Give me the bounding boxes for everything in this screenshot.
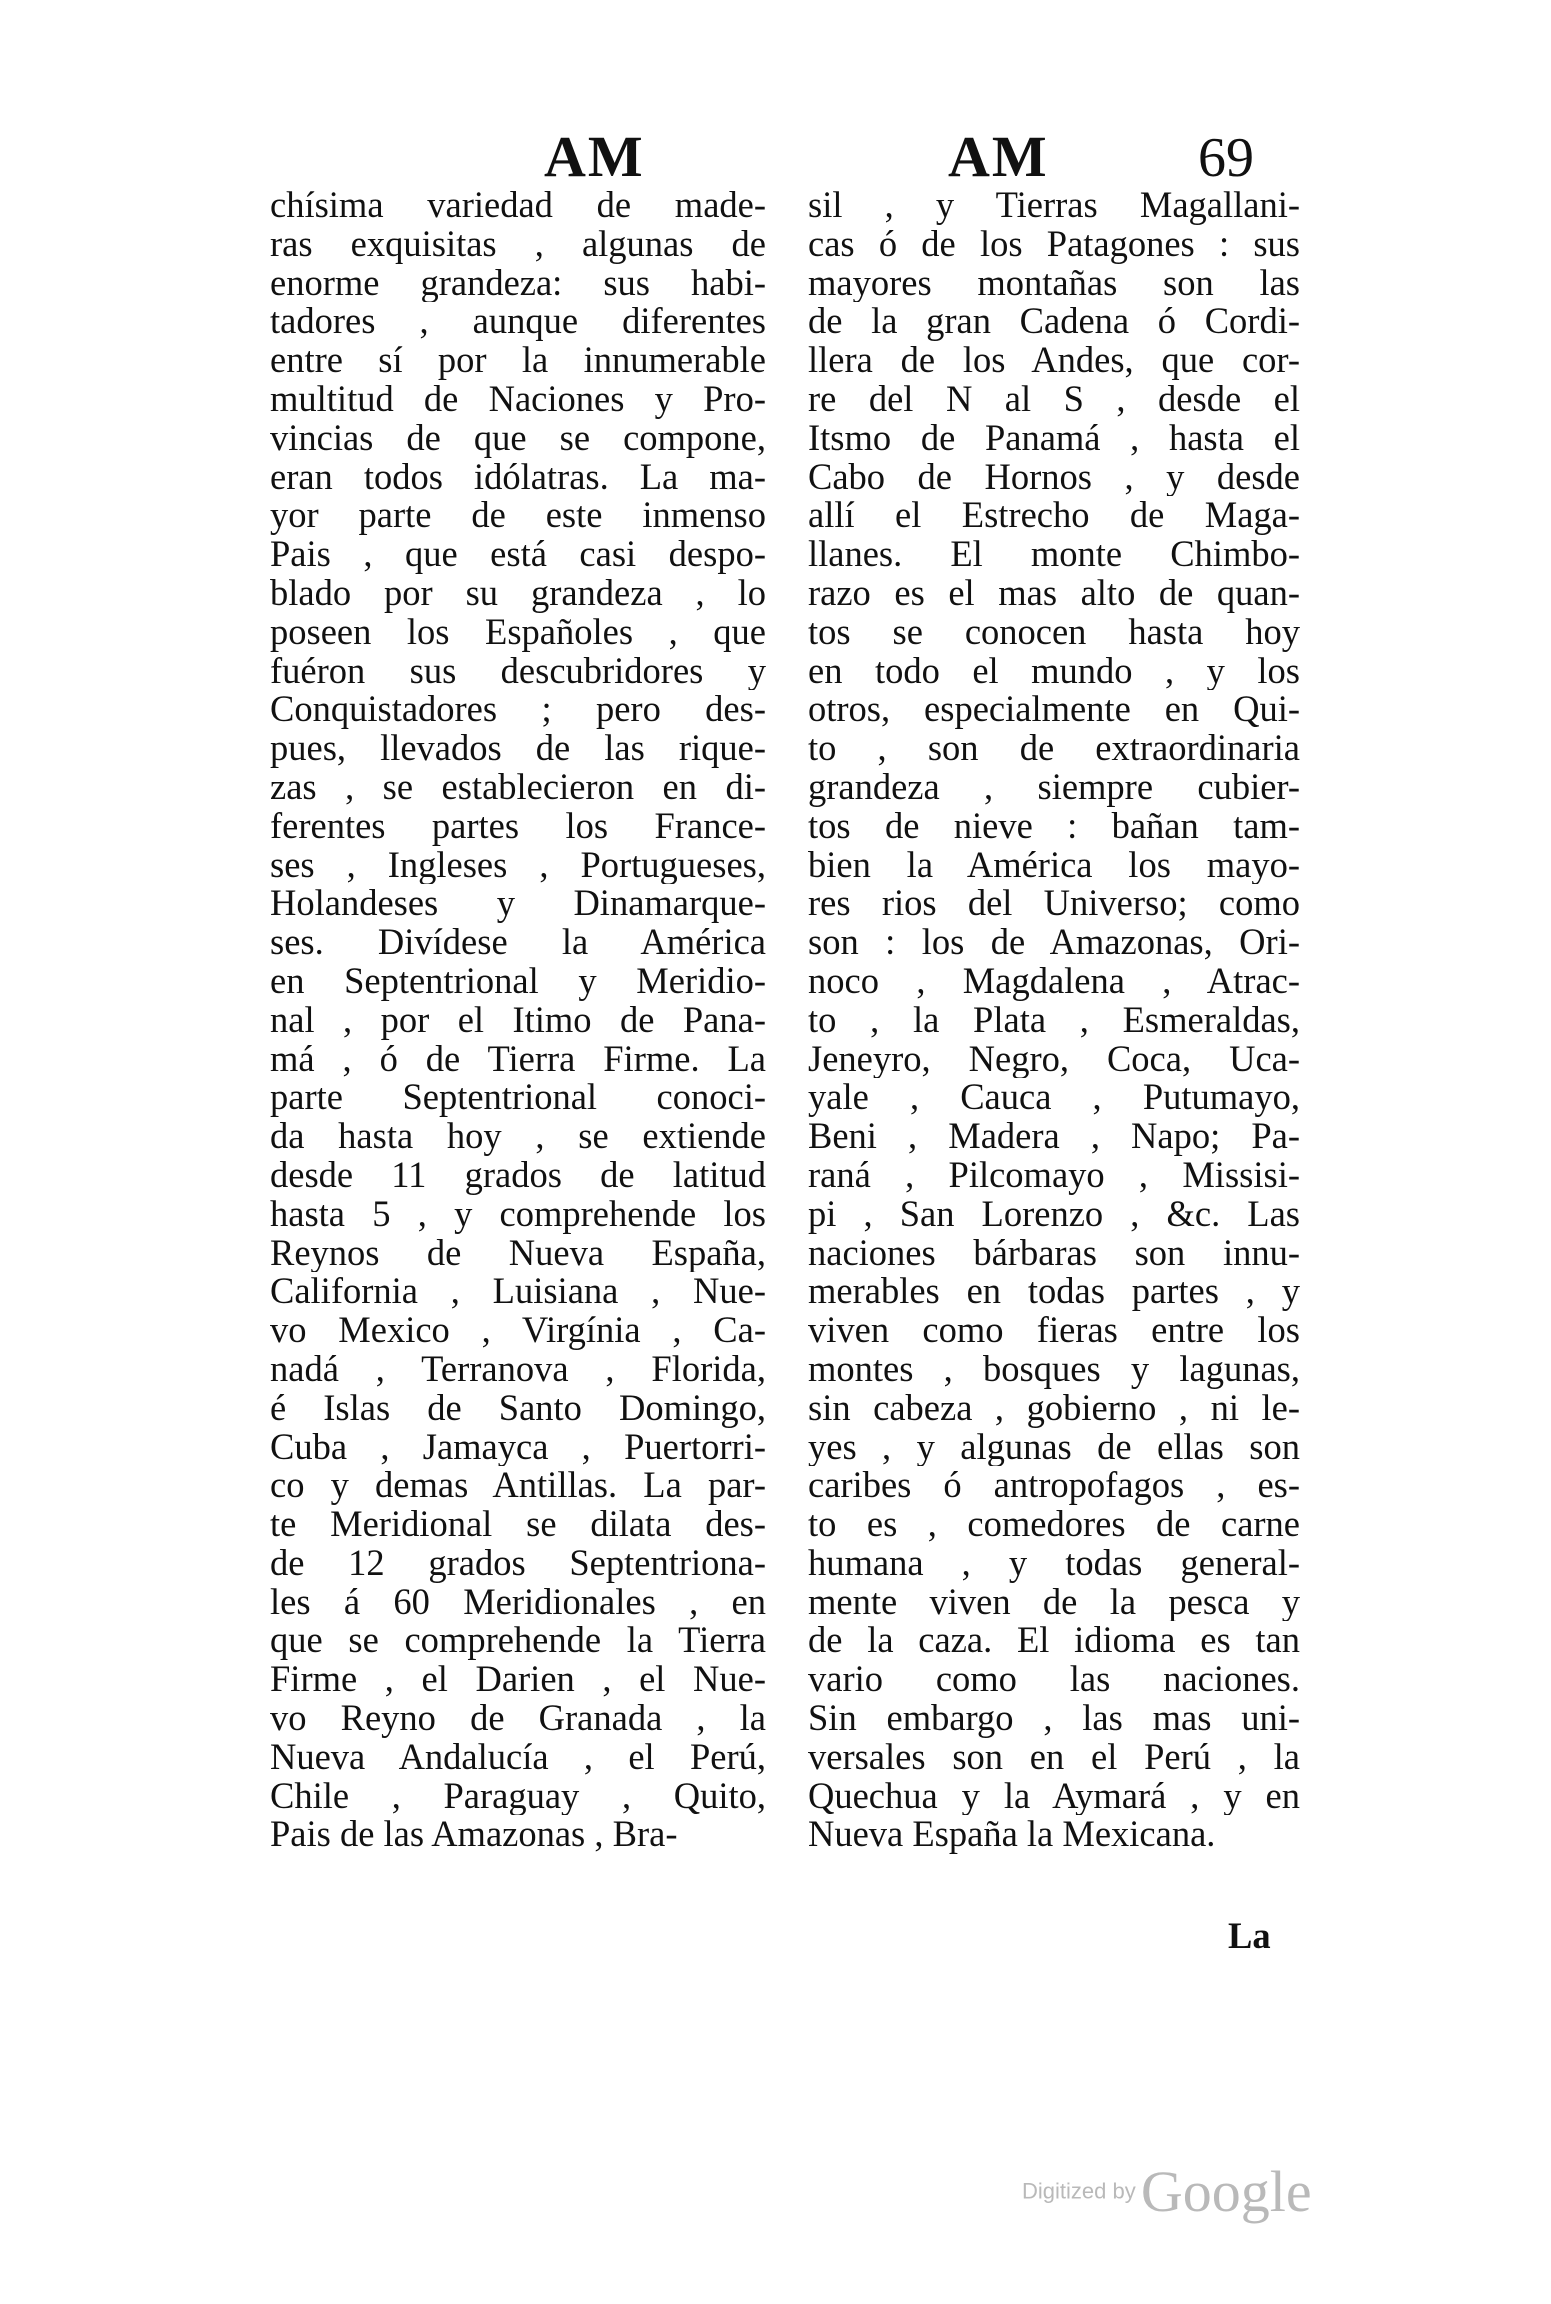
- digitization-watermark: [1022, 2158, 1312, 2225]
- text-line: California , Luisiana , Nue-: [270, 1272, 766, 1312]
- text-line: Nueva Andalucía , el Perú,: [270, 1737, 766, 1777]
- text-line: vario como las naciones.: [808, 1660, 1300, 1700]
- text-line: eran todos idólatras. La ma-: [270, 457, 766, 497]
- right-text-column: [808, 186, 1300, 1854]
- text-line: noco , Magdalena , Atrac-: [808, 961, 1300, 1001]
- text-line: da hasta hoy , se extiende: [270, 1117, 766, 1156]
- text-line: enorme grandeza: sus habi-: [270, 263, 766, 303]
- text-line: les á 60 Meridionales , en: [270, 1582, 766, 1622]
- text-line: cas ó de los Patagones : sus: [808, 224, 1300, 264]
- text-line: de la caza. El idioma es tan: [808, 1621, 1300, 1661]
- watermark-prefix: Digitized by: [1022, 2178, 1136, 2204]
- text-line: te Meridional se dilata des-: [270, 1505, 766, 1544]
- text-line: raná , Pilcomayo , Missisi-: [808, 1155, 1300, 1195]
- text-line: Jeneyro, Negro, Coca, Uca-: [808, 1039, 1300, 1079]
- text-line: co y demas Antillas. La par-: [270, 1466, 766, 1506]
- text-line: Holandeses y Dinamarque-: [270, 884, 766, 924]
- text-line: Beni , Madera , Napo; Pa-: [808, 1117, 1300, 1156]
- text-line: hasta 5 , y comprehende los: [270, 1194, 766, 1234]
- text-line: res rios del Universo; como: [808, 884, 1300, 924]
- text-line: Sin embargo , las mas uni-: [808, 1699, 1300, 1738]
- text-line: yale , Cauca , Putumayo,: [808, 1078, 1300, 1118]
- text-line: to , son de extraordinaria: [808, 729, 1300, 768]
- text-line: versales son en el Perú , la: [808, 1737, 1300, 1777]
- text-line: poseen los Españoles , que: [270, 612, 766, 652]
- text-line: pues, llevados de las rique-: [270, 729, 766, 768]
- text-line: tos de nieve : bañan tam-: [808, 806, 1300, 846]
- text-line: yes , y algunas de ellas son: [808, 1427, 1300, 1467]
- text-line: llera de los Andes, que cor-: [808, 341, 1300, 380]
- text-line: Itsmo de Panamá , hasta el: [808, 418, 1300, 458]
- running-header-left: AM: [544, 124, 645, 189]
- text-line: allí el Estrecho de Maga-: [808, 496, 1300, 536]
- text-line: desde 11 grados de latitud: [270, 1155, 766, 1195]
- text-line: vo Reyno de Granada , la: [270, 1699, 766, 1738]
- text-line: nal , por el Itimo de Pana-: [270, 1000, 766, 1040]
- text-line: re del N al S , desde el: [808, 379, 1300, 419]
- text-line: ras exquisitas , algunas de: [270, 224, 766, 264]
- text-line: Conquistadores ; pero des-: [270, 690, 766, 730]
- text-line: son : los de Amazonas, Ori-: [808, 923, 1300, 962]
- text-line: otros, especialmente en Qui-: [808, 690, 1300, 730]
- text-line: entre sí por la innumerable: [270, 341, 766, 380]
- text-line: Pais , que está casi despo-: [270, 535, 766, 574]
- text-line: de la gran Cadena ó Cordi-: [808, 302, 1300, 342]
- text-line: en todo el mundo , y los: [808, 651, 1300, 691]
- text-line: en Septentrional y Meridio-: [270, 961, 766, 1001]
- text-line: tadores , aunque diferentes: [270, 302, 766, 342]
- text-line: to es , comedores de carne: [808, 1505, 1300, 1544]
- text-line: Chile , Paraguay , Quito,: [270, 1776, 766, 1816]
- text-line: naciones bárbaras son innu-: [808, 1233, 1300, 1273]
- text-line: vo Mexico , Virgínia , Ca-: [270, 1311, 766, 1350]
- text-line: humana , y todas general-: [808, 1543, 1300, 1583]
- text-line: sin cabeza , gobierno , ni le-: [808, 1388, 1300, 1428]
- text-line: fuéron sus descubridores y: [270, 651, 766, 691]
- text-line: yor parte de este inmenso: [270, 496, 766, 536]
- left-text-column: [270, 186, 766, 1854]
- text-line: multitud de Naciones y Pro-: [270, 379, 766, 419]
- text-line: Reynos de Nueva España,: [270, 1233, 766, 1273]
- text-line: bien la América los mayo-: [808, 845, 1300, 885]
- text-line: grandeza , siempre cubier-: [808, 767, 1300, 807]
- text-line: merables en todas partes , y: [808, 1272, 1300, 1312]
- text-line: Cuba , Jamayca , Puertorri-: [270, 1427, 766, 1467]
- text-line: zas , se establecieron en di-: [270, 767, 766, 807]
- text-line: ses , Ingleses , Portugueses,: [270, 845, 766, 885]
- text-line: mayores montañas son las: [808, 263, 1300, 303]
- text-line: llanes. El monte Chimbo-: [808, 535, 1300, 574]
- text-line: montes , bosques y lagunas,: [808, 1349, 1300, 1389]
- text-line: Quechua y la Aymará , y en: [808, 1776, 1300, 1816]
- watermark-brand: Google: [1140, 2159, 1312, 2224]
- text-line: tos se conocen hasta hoy: [808, 612, 1300, 652]
- text-line: Firme , el Darien , el Nue-: [270, 1660, 766, 1700]
- catchword: La: [1228, 1915, 1271, 1956]
- text-line: viven como fieras entre los: [808, 1311, 1300, 1350]
- text-line: Pais de las Amazonas , Bra-: [270, 1815, 678, 1855]
- text-line: to , la Plata , Esmeraldas,: [808, 1000, 1300, 1040]
- text-line: vincias de que se compone,: [270, 418, 766, 458]
- text-line: pi , San Lorenzo , &c. Las: [808, 1194, 1300, 1234]
- text-line: sil , y Tierras Magallani-: [808, 186, 1300, 225]
- text-line: ses. Divídese la América: [270, 923, 766, 962]
- running-header-right: AM: [948, 124, 1049, 189]
- text-line: blado por su grandeza , lo: [270, 573, 766, 613]
- text-line: que se comprehende la Tierra: [270, 1621, 766, 1661]
- text-line: Cabo de Hornos , y desde: [808, 457, 1300, 497]
- text-line: razo es el mas alto de quan-: [808, 573, 1300, 613]
- page-number: 69: [1198, 127, 1254, 189]
- text-line: chísima variedad de made-: [270, 186, 766, 225]
- text-line: ferentes partes los France-: [270, 806, 766, 846]
- text-line: caribes ó antropofagos , es-: [808, 1466, 1300, 1506]
- text-line: Nueva España la Mexicana.: [808, 1815, 1216, 1855]
- text-line: de 12 grados Septentriona-: [270, 1543, 766, 1583]
- text-line: parte Septentrional conoci-: [270, 1078, 766, 1118]
- text-line: é Islas de Santo Domingo,: [270, 1388, 766, 1428]
- text-line: mente viven de la pesca y: [808, 1582, 1300, 1622]
- text-line: nadá , Terranova , Florida,: [270, 1349, 766, 1389]
- text-line: má , ó de Tierra Firme. La: [270, 1039, 766, 1079]
